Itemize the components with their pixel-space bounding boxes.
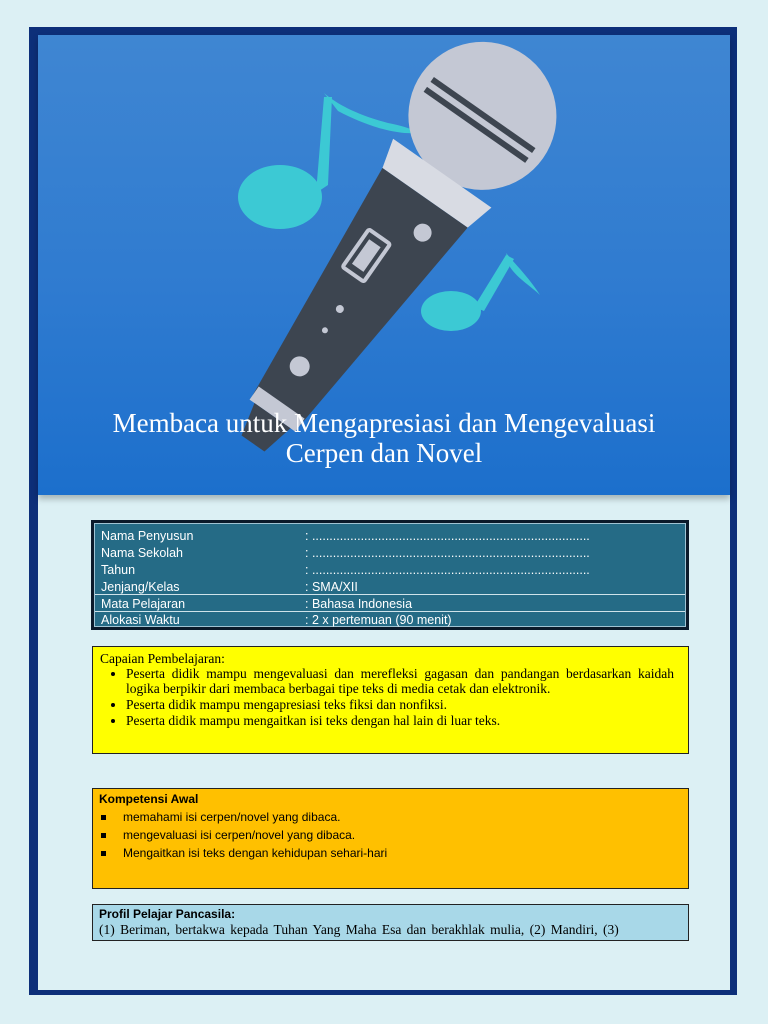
capaian-list <box>100 666 674 728</box>
identity-value: : 2 x pertemuan (90 menit) <box>305 613 452 627</box>
bullet-icon <box>101 833 106 838</box>
identity-label: Nama Penyusun <box>101 529 194 543</box>
kompetensi-heading: Kompetensi Awal <box>99 792 199 806</box>
identity-label: Mata Pelajaran <box>101 597 186 611</box>
identity-table <box>91 520 689 630</box>
identity-row <box>101 545 590 562</box>
identity-value: : Bahasa Indonesia <box>305 597 413 611</box>
identity-row <box>101 612 452 629</box>
capaian-box <box>92 646 689 754</box>
identity-label: Tahun <box>101 563 136 577</box>
profil-text: (1) Beriman, bertakwa kepada Tuhan Yang Maha Esa dan berakhlak mulia, (2) Mandiri, (3) <box>99 922 619 937</box>
cover-title <box>38 408 730 468</box>
list-item: • Peserta didik mampu mengapresiasi teks fiksi dan nonfiksi. <box>126 697 674 712</box>
profil-heading: Profil Pelajar Pancasila: <box>99 907 236 921</box>
list-item <box>99 828 682 843</box>
identity-row <box>101 562 590 579</box>
identity-divider <box>95 594 685 595</box>
cover-title-line2: Cerpen dan Novel <box>285 438 483 468</box>
list-item <box>99 810 682 825</box>
identity-label: Alokasi Waktu <box>101 613 180 627</box>
identity-label: Jenjang/Kelas <box>101 580 180 594</box>
bullet-icon <box>101 815 106 820</box>
kompetensi-box <box>92 788 689 889</box>
list-item: • Peserta didik mampu mengaitkan isi teks dengan hal lain di luar teks. <box>126 713 674 728</box>
identity-label: Nama Sekolah <box>101 546 183 560</box>
list-item-text: Mengaitkan isi teks dengan kehidupan sehari-hari <box>123 846 388 860</box>
bullet-icon <box>101 851 106 856</box>
identity-value: : SMA/XII <box>305 580 358 594</box>
list-item <box>99 846 682 861</box>
identity-row <box>101 528 590 545</box>
identity-value: : ................................................................................ <box>305 529 590 543</box>
list-item-text: memahami isi cerpen/novel yang dibaca. <box>123 810 341 824</box>
profil-box <box>92 904 689 941</box>
identity-value: : ................................................................................ <box>305 546 590 560</box>
cover-title-line1: Membaca untuk Mengapresiasi dan Mengevaluasi <box>112 408 656 438</box>
music-note-icon <box>421 253 540 331</box>
list-item: • Peserta didik mampu mengevaluasi dan merefleksi gagasan dan pandangan berdasarkan kaidah logika berpikir dari membaca berbagai tipe teks di media cetak dan elektronik. <box>126 666 674 696</box>
identity-value: : ................................................................................ <box>305 563 590 577</box>
capaian-heading: Capaian Pembelajaran: <box>100 651 225 666</box>
list-item-text: mengevaluasi isi cerpen/novel yang dibaca. <box>123 828 356 842</box>
